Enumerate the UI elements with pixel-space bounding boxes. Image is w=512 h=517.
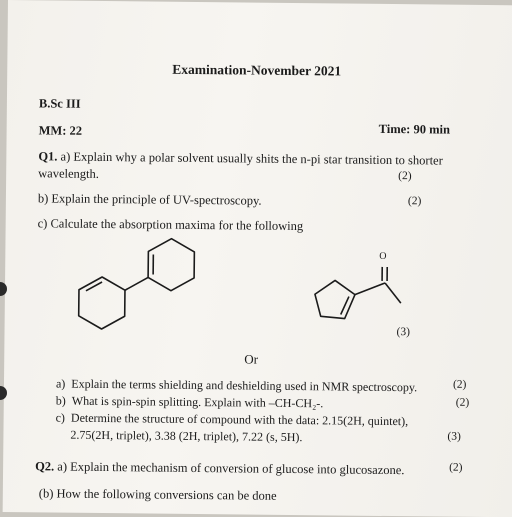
ring-link-bond	[125, 277, 148, 290]
carbonyl-bond	[355, 283, 385, 295]
exam-title: Examination-November 2021	[172, 62, 341, 80]
q1-c-marks: (3)	[396, 326, 410, 338]
ketone-oxygen: O	[379, 251, 386, 262]
or-separator: Or	[244, 351, 258, 367]
q1-label: Q1.	[38, 149, 57, 163]
alt-c-marks: (3)	[447, 431, 461, 443]
time-limit: Time: 90 min	[379, 122, 450, 138]
q1-b-marks: (2)	[408, 195, 422, 207]
ring-cyclopentene	[315, 280, 355, 318]
q2-a-marks: (2)	[449, 462, 463, 474]
double-bond-left	[86, 282, 102, 291]
q1-part-b: b) Explain the principle of UV-spectroscopy.	[38, 191, 262, 208]
q1-part-c: c) Calculate the absorption maxima for the following	[38, 216, 304, 234]
alt-part-c-line1: c) Determine the structure of compound with the data: 2.15(2H, quintet),	[56, 411, 409, 430]
alt-part-b: b) What is spin-spin splitting. Explain with –CH-CH₂-.	[56, 394, 324, 412]
q2-part-a	[35, 459, 404, 478]
q1-a-line1: a) Explain why a polar solvent usually shits the n-pi star transition to shorter	[61, 150, 443, 168]
bicyclohexenyl-structure	[65, 241, 216, 333]
methyl-bond	[385, 283, 401, 303]
q1-a-marks: (2)	[398, 170, 412, 182]
max-marks: MM: 22	[39, 123, 83, 138]
ring-left	[79, 277, 126, 329]
exam-paper	[3, 0, 512, 517]
ring-right	[148, 238, 195, 290]
alt-part-c-line2: 2.75(2H, triplet), 3.38 (2H, triplet), 7.22 (s, 5H).	[70, 428, 302, 445]
q1-part-a	[38, 149, 443, 168]
alt-b-marks: (2)	[456, 397, 470, 409]
q1-a-line2: wavelength.	[38, 166, 99, 182]
q2-part-b: (b) How the following conversions can be done	[39, 486, 277, 503]
q2-label: Q2.	[35, 459, 54, 473]
q2-a-text: a) Explain the mechanism of conversion of glucose into glucosazone.	[57, 460, 404, 478]
alt-a-marks: (2)	[453, 379, 467, 391]
alt-part-a: a) Explain the terms shielding and deshielding used in NMR spectroscopy.	[56, 377, 417, 396]
course-label: B.Sc III	[39, 96, 81, 111]
